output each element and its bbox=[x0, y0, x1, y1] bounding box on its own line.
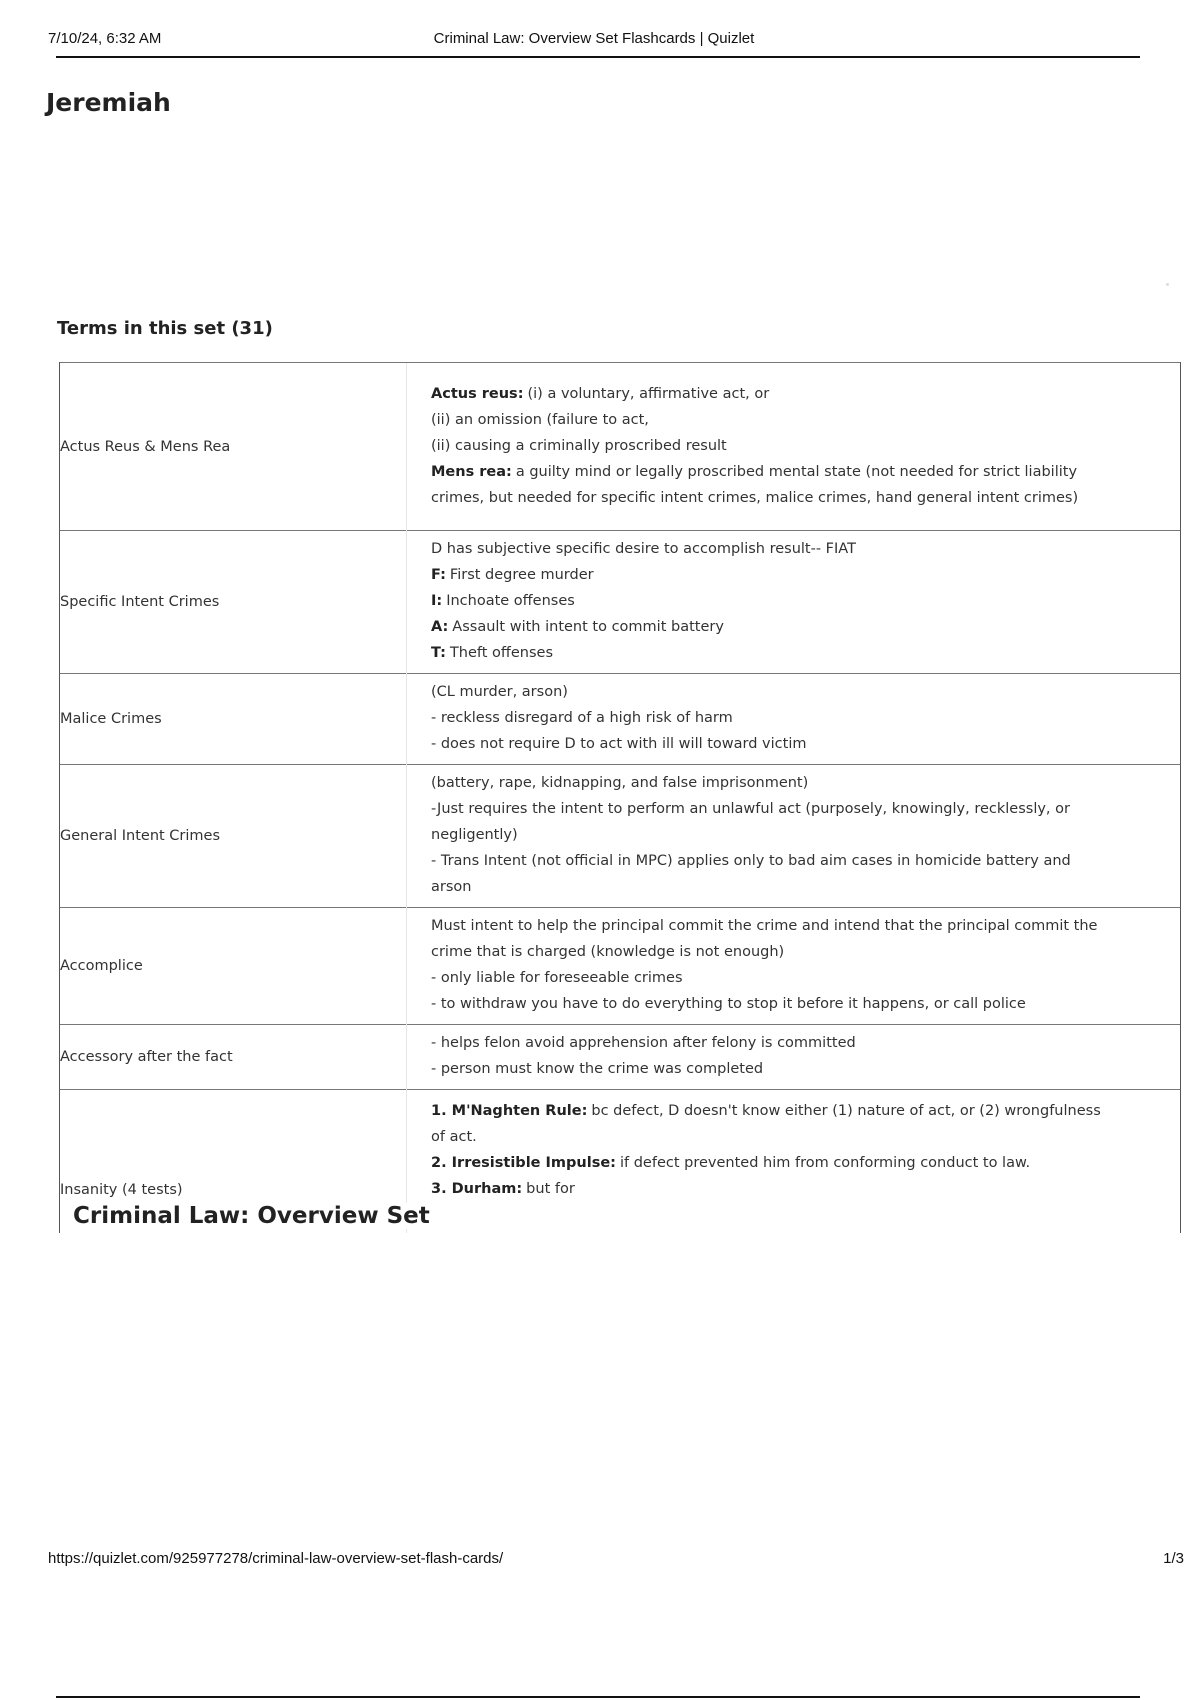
definition-text: First degree murder bbox=[449, 567, 594, 583]
definition-cell bbox=[407, 908, 1181, 1025]
definition-line bbox=[431, 679, 1110, 705]
definition-line bbox=[431, 536, 1110, 562]
definition-text: Inchoate offenses bbox=[446, 593, 575, 609]
definition-text: Assault with intent to commit battery bbox=[452, 619, 724, 635]
definition-label: Mens rea: bbox=[431, 463, 512, 480]
definition-label: T: bbox=[431, 645, 446, 661]
term-row bbox=[60, 674, 1180, 765]
definition-text: but for bbox=[526, 1181, 575, 1197]
definition-line bbox=[431, 770, 1110, 796]
definition-line bbox=[431, 796, 1110, 848]
term-row bbox=[60, 363, 1180, 531]
definition-cell bbox=[407, 1090, 1181, 1234]
term-cell: Accomplice bbox=[60, 908, 407, 1025]
definition-line bbox=[431, 614, 1110, 640]
definition-text: a guilty mind or legally proscribed mental state (not needed for strict liability crimes, but needed for specific intent crimes, malice crimes, hand general intent crimes) bbox=[431, 463, 1079, 506]
print-page-title: Criminal Law: Overview Set Flashcards | Quizlet bbox=[433, 30, 755, 47]
definition-line bbox=[431, 991, 1110, 1017]
definition-line bbox=[431, 731, 1110, 757]
definition-line bbox=[431, 848, 1110, 900]
definition-line bbox=[431, 1056, 1110, 1082]
definition-line bbox=[431, 1030, 1110, 1056]
definition-cell bbox=[407, 363, 1181, 531]
definition-line bbox=[431, 640, 1110, 666]
definition-line bbox=[431, 407, 1110, 433]
definition-cell bbox=[407, 765, 1181, 908]
definition-text: (ii) causing a criminally proscribed result bbox=[431, 437, 727, 454]
definition-text: (i) a voluntary, affirmative act, or bbox=[527, 385, 770, 402]
header-divider bbox=[56, 56, 1140, 58]
definition-text: (CL murder, arson) bbox=[431, 684, 568, 700]
term-row bbox=[60, 1025, 1180, 1090]
definition-line bbox=[431, 459, 1110, 511]
definition-text: - Trans Intent (not official in MPC) applies only to bad aim cases in homicide battery and arson bbox=[431, 853, 1071, 895]
set-title: Criminal Law: Overview Set bbox=[73, 1203, 430, 1229]
definition-text: - to withdraw you have to do everything to stop it before it happens, or call police bbox=[431, 996, 1026, 1012]
definition-line bbox=[431, 913, 1110, 965]
terms-table-container bbox=[59, 362, 1181, 1233]
definition-line bbox=[431, 562, 1110, 588]
definition-cell bbox=[407, 1025, 1181, 1090]
term-cell: General Intent Crimes bbox=[60, 765, 407, 908]
definition-line bbox=[431, 588, 1110, 614]
term-row bbox=[60, 531, 1180, 674]
definition-text: - helps felon avoid apprehension after felony is committed bbox=[431, 1035, 856, 1051]
definition-text: Must intent to help the principal commit the crime and intend that the principal commit the crime that is charged (knowledge is not enough) bbox=[431, 918, 1098, 960]
definition-cell bbox=[407, 674, 1181, 765]
definition-text: Theft offenses bbox=[449, 645, 554, 661]
term-cell: Accessory after the fact bbox=[60, 1025, 407, 1090]
print-datetime: 7/10/24, 6:32 AM bbox=[48, 30, 162, 47]
page-url[interactable]: https://quizlet.com/925977278/criminal-law-overview-set-flash-cards/ bbox=[48, 1550, 504, 1567]
definition-text: (ii) an omission (failure to act, bbox=[431, 411, 649, 428]
terms-table bbox=[60, 362, 1180, 1233]
term-row bbox=[60, 765, 1180, 908]
definition-label: A: bbox=[431, 619, 449, 635]
page-number: 1/3 bbox=[1163, 1550, 1184, 1567]
definition-text: -Just requires the intent to perform an unlawful act (purposely, knowingly, recklessly, or negligently) bbox=[431, 801, 1070, 843]
definition-label: 1. M'Naghten Rule: bbox=[431, 1103, 588, 1119]
definition-label: 3. Durham: bbox=[431, 1181, 523, 1197]
print-header bbox=[48, 28, 1140, 52]
definition-text: if defect prevented him from conforming conduct to law. bbox=[619, 1155, 1031, 1171]
term-cell: Malice Crimes bbox=[60, 674, 407, 765]
terms-heading: Terms in this set (31) bbox=[57, 318, 273, 339]
definition-label: I: bbox=[431, 593, 443, 609]
definition-label: 2. Irresistible Impulse: bbox=[431, 1155, 616, 1171]
definition-line bbox=[431, 1176, 1110, 1202]
footer-divider bbox=[56, 1696, 1140, 1698]
term-cell: Insanity (4 tests) bbox=[60, 1090, 407, 1234]
definition-line bbox=[431, 965, 1110, 991]
term-row bbox=[60, 908, 1180, 1025]
definition-text: (battery, rape, kidnapping, and false imprisonment) bbox=[431, 775, 809, 791]
definition-text: - only liable for foreseeable crimes bbox=[431, 970, 683, 986]
definition-cell bbox=[407, 531, 1181, 674]
definition-line bbox=[431, 1150, 1110, 1176]
terms-table-body bbox=[60, 363, 1180, 1234]
definition-text: - person must know the crime was completed bbox=[431, 1061, 764, 1077]
definition-text: - does not require D to act with ill will toward victim bbox=[431, 736, 807, 752]
definition-text: D has subjective specific desire to accomplish result-- FIAT bbox=[431, 541, 856, 557]
definition-text: - reckless disregard of a high risk of harm bbox=[431, 710, 733, 726]
definition-line bbox=[431, 705, 1110, 731]
definition-text: bc defect, D doesn't know either (1) nature of act, or (2) wrongfulness of act. bbox=[431, 1103, 1101, 1145]
definition-line bbox=[431, 381, 1110, 407]
term-cell: Actus Reus & Mens Rea bbox=[60, 363, 407, 531]
user-name[interactable]: Jeremiah bbox=[46, 88, 171, 117]
definition-line bbox=[431, 1098, 1110, 1150]
term-cell: Specific Intent Crimes bbox=[60, 531, 407, 674]
definition-line bbox=[431, 433, 1110, 459]
definition-label: Actus reus: bbox=[431, 385, 524, 402]
decorative-dot bbox=[1166, 283, 1169, 286]
definition-label: F: bbox=[431, 567, 446, 583]
